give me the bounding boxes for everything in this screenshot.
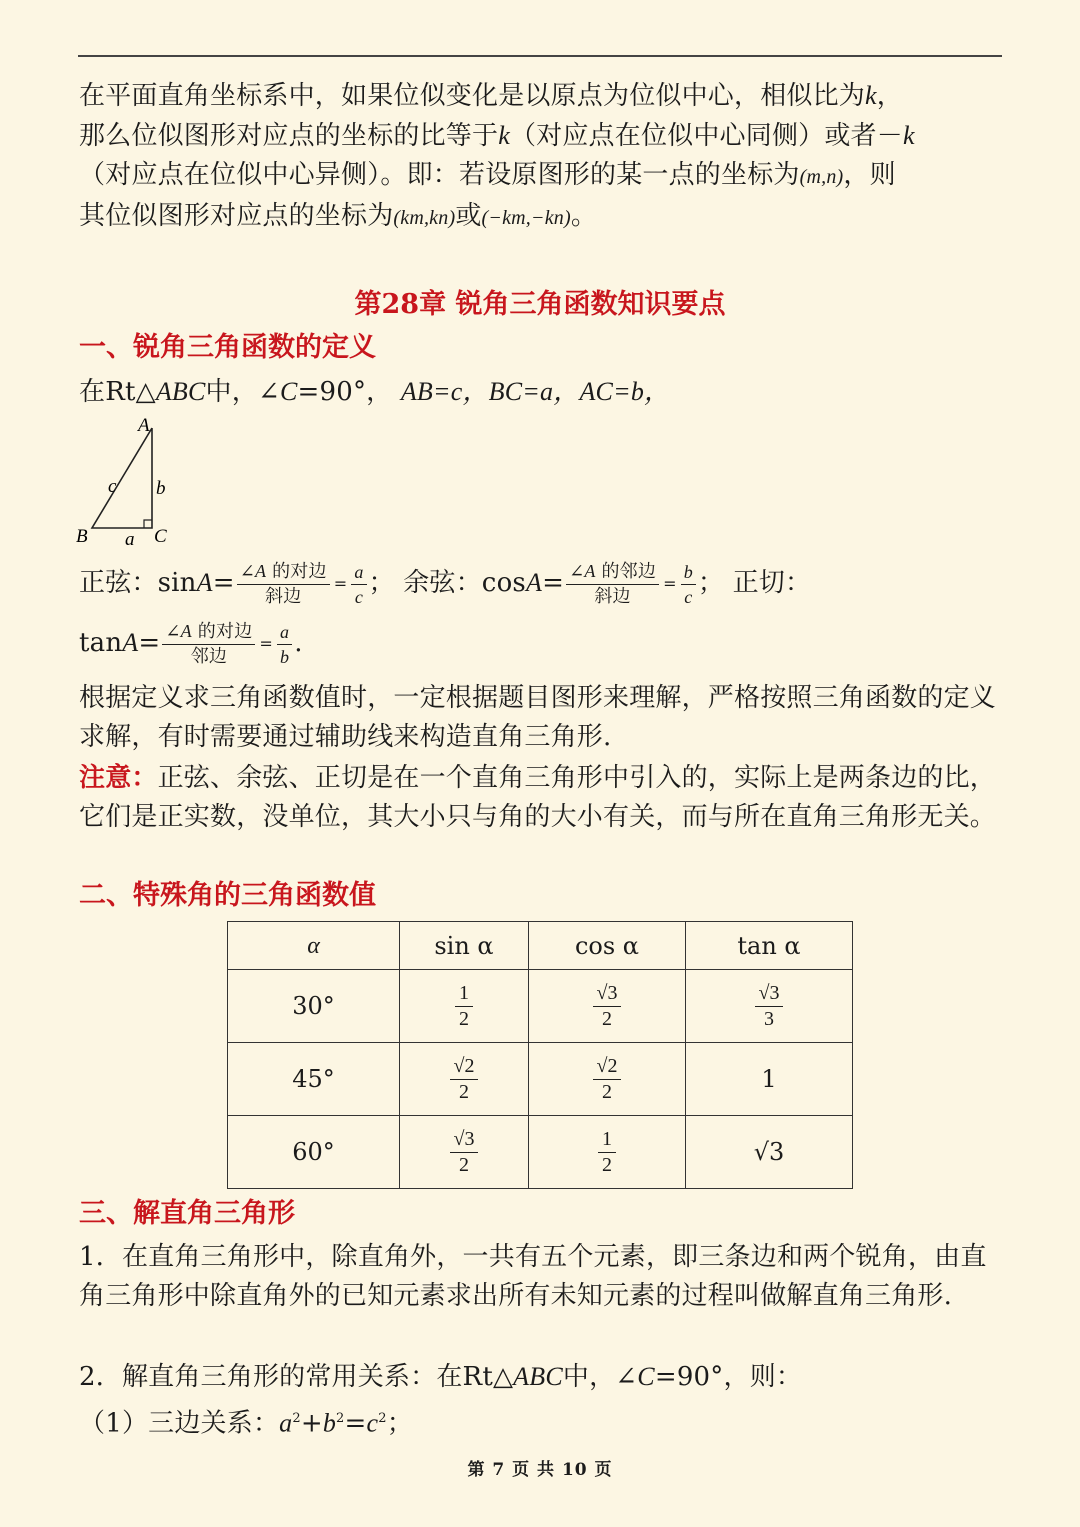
angle-cell: 30° bbox=[228, 970, 400, 1043]
header-sin: sin α bbox=[400, 922, 529, 970]
tan-cell: 1 bbox=[686, 1043, 853, 1116]
angle-cell: 60° bbox=[228, 1116, 400, 1189]
header-rule bbox=[78, 55, 1002, 57]
trig-definitions-line2: tanA= $\frac{\text{∠A 的对边}}{\text{邻边}}$ = $\frac{a}{b}$ . bbox=[79, 621, 303, 667]
vertex-c-label: C bbox=[154, 526, 167, 547]
table-row bbox=[228, 1116, 853, 1189]
chapter-title: 第28章 锐角三角函数知识要点 bbox=[354, 289, 726, 320]
cos-fraction: $\frac{\text{∠A 的邻边}}{\text{斜边}}$ bbox=[566, 560, 659, 608]
trig-definitions-line1: 正弦：sinA= $\frac{\text{∠A 的对边}}{\text{斜边}}$ = $\frac{a}{c}$ ； 余弦：cosA= $\frac{\text{∠A 的邻边}}{\text{斜边}}$ = $\frac{b}{c}$ ； 正切： bbox=[79, 561, 812, 607]
section-2-title: 二、特殊角的三角函数值 bbox=[79, 880, 376, 911]
solve-item-2: 2．解直角三角形的常用关系：在Rt△ABC中，∠C=90°，则： bbox=[79, 1362, 803, 1392]
sin-cell: $\frac{√3}{2}$ bbox=[400, 1116, 529, 1189]
sin-ratio: $\frac{a}{c}$ bbox=[351, 561, 366, 608]
section-1-title: 一、锐角三角函数的定义 bbox=[79, 332, 376, 363]
sin-fraction: $\frac{\text{∠A 的对边}}{\text{斜边}}$ bbox=[237, 560, 330, 608]
sin-cell: $\frac{√2}{2}$ bbox=[400, 1043, 529, 1116]
tan-cell: $\frac{√3}{3}$ bbox=[686, 970, 853, 1043]
vertex-a-label: A bbox=[138, 415, 150, 436]
tan-cell: √3 bbox=[686, 1116, 853, 1189]
table-row bbox=[228, 1043, 853, 1116]
sin-cell: $\frac{1}{2}$ bbox=[400, 970, 529, 1043]
angle-cell: 45° bbox=[228, 1043, 400, 1116]
side-a-label: a bbox=[125, 529, 135, 550]
header-tan: tan α bbox=[686, 922, 853, 970]
tan-fraction: $\frac{\text{∠A 的对边}}{\text{邻边}}$ bbox=[162, 620, 255, 668]
page-footer: 第 7 页 共 10 页 bbox=[467, 1460, 613, 1480]
side-b-label: b bbox=[156, 478, 166, 499]
header-cos: cos α bbox=[529, 922, 686, 970]
solve-item-3: （1）三边关系：$a^2+b^2=c^2$； bbox=[79, 1408, 413, 1439]
right-triangle-diagram bbox=[70, 410, 180, 550]
header-alpha: α bbox=[228, 922, 400, 970]
solve-item-1: 1．在直角三角形中，除直角外，一共有五个元素，即三条边和两个锐角，由直角三角形中除直角外的已知元素求出所有未知元素的过程叫做解直角三角形. bbox=[79, 1242, 987, 1311]
side-c-label: c bbox=[108, 476, 117, 497]
definition-paragraph: 根据定义求三角函数值时，一定根据题目图形来理解，严格按照三角函数的定义求解，有时需要通过辅助线来构造直角三角形. bbox=[79, 683, 997, 752]
tan-ratio: $\frac{a}{b}$ bbox=[277, 621, 292, 668]
given-line: 在Rt△ABC中，∠C=90°， AB=c，BC=a，AC=b， bbox=[79, 377, 671, 407]
cos-cell: $\frac{1}{2}$ bbox=[529, 1116, 686, 1189]
intro-paragraph: 在平面直角坐标系中，如果位似变化是以原点为位似中心，相似比为k， 那么位似图形对应点的坐标的比等于k（对应点在位似中心同侧）或者－k （对应点在位似中心异侧）。即：若设原图形的某一点的坐标为(m,n)，则 其位似图形对应点的坐标为(km,kn)或(−km,−kn)。 bbox=[79, 81, 915, 231]
vertex-b-label: B bbox=[76, 526, 88, 547]
section-3-title: 三、解直角三角形 bbox=[79, 1198, 295, 1229]
note-label: 注意： bbox=[79, 763, 158, 793]
table-header-row bbox=[228, 922, 853, 970]
special-angles-table bbox=[227, 921, 853, 1189]
note-paragraph: 注意：正弦、余弦、正切是在一个直角三角形中引入的，实际上是两条边的比，它们是正实数，没单位，其大小只与角的大小有关，而与所在直角三角形无关。 bbox=[79, 763, 997, 832]
table-row bbox=[228, 970, 853, 1043]
cos-cell: $\frac{√3}{2}$ bbox=[529, 970, 686, 1043]
cos-cell: $\frac{√2}{2}$ bbox=[529, 1043, 686, 1116]
cos-ratio: $\frac{b}{c}$ bbox=[681, 561, 696, 608]
